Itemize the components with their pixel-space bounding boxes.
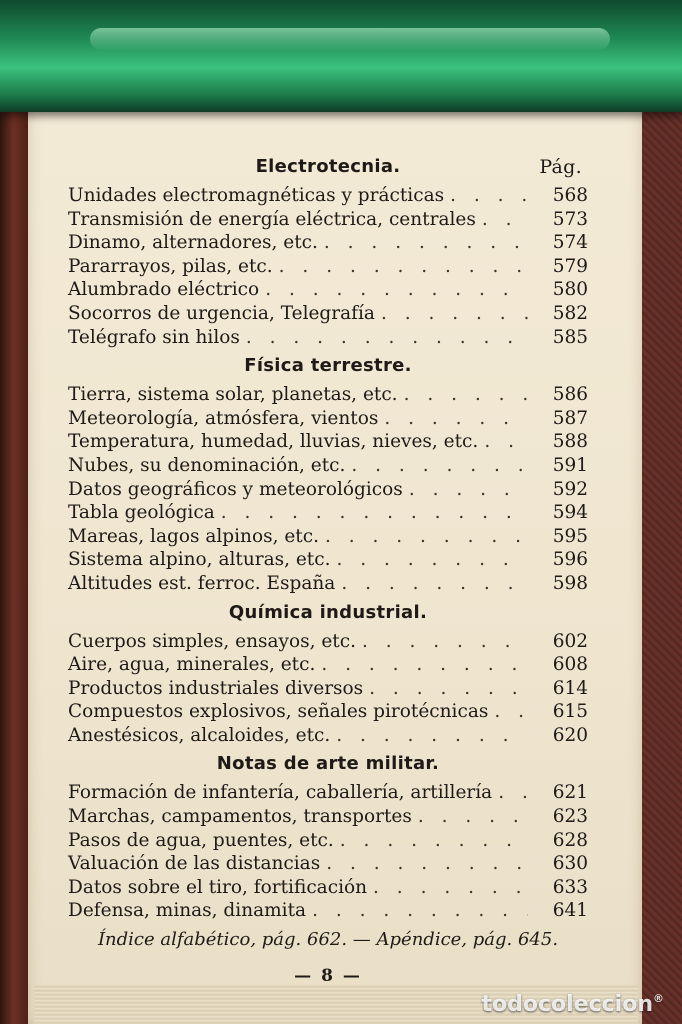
index-entry: [68, 653, 588, 677]
page-number: — 8 —: [294, 966, 362, 987]
entry-page: 615: [552, 701, 588, 723]
leader-dots: [351, 454, 528, 478]
leader-dots: [484, 430, 528, 454]
leader-dots: [325, 525, 528, 549]
index-entry: [68, 572, 588, 596]
section-heading: [68, 349, 588, 383]
index-entry: [68, 184, 588, 208]
section-heading: [68, 150, 588, 184]
entry-page: 580: [552, 279, 588, 301]
entry-page: 582: [552, 302, 588, 324]
index-entry: [68, 899, 588, 923]
index-entry: [68, 208, 588, 232]
section-title: Electrotecnia.: [255, 156, 401, 177]
index-footer: Índice alfabético, pág. 662. — Apéndice, pág. 645.: [97, 929, 559, 951]
index-entry: [68, 302, 588, 326]
index-entry: [68, 700, 588, 724]
entry-page: 602: [552, 630, 588, 652]
entry-text: Nubes, su denominación, etc.: [68, 454, 346, 476]
index-entry: [68, 630, 588, 654]
leader-dots: [381, 302, 528, 326]
entry-page: 585: [552, 326, 588, 348]
index-entry: [68, 501, 588, 525]
index-entry: [68, 255, 588, 279]
index-entry: [68, 231, 588, 255]
entry-page: 596: [552, 549, 588, 571]
entry-text: Mareas, lagos alpinos, etc.: [68, 525, 319, 547]
index-entry: [68, 478, 588, 502]
leader-dots: [246, 326, 528, 350]
entry-page: 587: [552, 407, 588, 429]
index-entry: [68, 876, 588, 900]
entry-text: Socorros de urgencia, Telegrafía: [68, 302, 375, 324]
entry-text: Marchas, campamentos, transportes: [68, 806, 412, 828]
entry-text: Compuestos explosivos, señales pirotécnicas: [68, 701, 489, 723]
leader-dots: [494, 700, 528, 724]
leader-dots: [340, 829, 528, 853]
entry-page: 586: [552, 384, 588, 406]
index-entry: [68, 829, 588, 853]
index-content: [68, 150, 588, 986]
section-title: Química industrial.: [228, 601, 428, 623]
watermark-suffix: ®: [653, 992, 664, 1005]
leader-dots: [341, 572, 528, 596]
book-cover-right: [642, 95, 682, 1024]
entry-text: Aire, agua, minerales, etc.: [68, 654, 316, 676]
leader-dots: [326, 852, 528, 876]
entry-text: Sistema alpino, alturas, etc.: [68, 549, 331, 571]
entry-text: Pasos de agua, puentes, etc.: [68, 829, 334, 851]
leader-dots: [369, 677, 528, 701]
entry-page: 614: [552, 677, 588, 699]
entry-page: 573: [552, 208, 588, 230]
entry-page: 633: [552, 876, 588, 898]
index-entry: [68, 326, 588, 350]
leader-dots: [384, 407, 528, 431]
entry-page: 630: [552, 853, 588, 875]
entry-text: Tabla geológica: [68, 502, 215, 524]
index-entry: [68, 383, 588, 407]
entry-text: Formación de infantería, caballería, artillería: [68, 782, 493, 804]
pag-label: Pág.: [539, 156, 582, 178]
index-entry: [68, 677, 588, 701]
leader-dots: [418, 805, 528, 829]
leader-dots: [312, 899, 528, 923]
entry-text: Dinamo, alternadores, etc.: [68, 232, 318, 254]
index-entry: [68, 278, 588, 302]
leader-dots: [373, 876, 528, 900]
leader-dots: [337, 548, 529, 572]
entry-page: 641: [552, 900, 588, 922]
entry-text: Altitudes est. ferroc. España: [68, 572, 336, 594]
index-entry: [68, 407, 588, 431]
index-entry: [68, 525, 588, 549]
leader-dots: [321, 653, 528, 677]
section-heading: [68, 747, 588, 781]
leader-dots: [498, 781, 528, 805]
leader-dots: [336, 724, 528, 748]
leader-dots: [404, 383, 528, 407]
entry-page: 574: [552, 232, 588, 254]
entry-page: 628: [552, 829, 588, 851]
green-clip: [0, 0, 682, 112]
leader-dots: [450, 184, 528, 208]
entry-text: Productos industriales diversos: [68, 677, 364, 699]
entry-page: 594: [552, 502, 588, 524]
entry-text: Datos sobre el tiro, fortificación: [68, 876, 368, 898]
entry-page: 621: [552, 782, 588, 804]
section-title: Notas de arte militar.: [216, 753, 440, 775]
entry-text: Meteorología, atmósfera, vientos: [68, 407, 379, 429]
entry-text: Valuación de las distancias: [68, 853, 321, 875]
leader-dots: [482, 208, 528, 232]
entry-page: 623: [552, 806, 588, 828]
index-entry: [68, 430, 588, 454]
entry-text: Defensa, minas, dinamita: [68, 900, 307, 922]
index-entry: [68, 781, 588, 805]
section-heading: [68, 596, 588, 630]
entry-text: Telégrafo sin hilos: [68, 326, 240, 348]
watermark-name: todocoleccion: [481, 992, 653, 1017]
entry-page: 598: [552, 572, 588, 594]
leader-dots: [324, 231, 528, 255]
index-entry: [68, 548, 588, 572]
clip-highlight: [90, 28, 610, 50]
entry-page: 592: [552, 478, 588, 500]
entry-page: 595: [552, 525, 588, 547]
watermark: [481, 992, 664, 1017]
entry-text: Pararrayos, pilas, etc.: [68, 255, 273, 277]
entry-text: Transmisión de energía eléctrica, centrales: [68, 208, 476, 230]
leader-dots: [362, 630, 528, 654]
entry-page: 620: [552, 724, 588, 746]
leader-dots: [279, 255, 528, 279]
leader-dots: [221, 501, 528, 525]
index-entry: [68, 724, 588, 748]
entry-text: Anestésicos, alcaloides, etc.: [68, 724, 331, 746]
section-title: Física terrestre.: [244, 355, 412, 377]
leader-dots: [265, 278, 528, 302]
entry-page: 591: [552, 454, 588, 476]
entry-text: Alumbrado eléctrico: [68, 279, 260, 301]
leader-dots: [409, 478, 528, 502]
index-entry: [68, 852, 588, 876]
book-cover-left: [0, 95, 30, 1024]
entry-page: 588: [552, 431, 588, 453]
entry-page: 568: [552, 185, 588, 206]
entry-page: 579: [552, 255, 588, 277]
entry-text: Datos geográficos y meteorológicos: [68, 478, 403, 500]
entry-text: Unidades electromagnéticas y prácticas: [68, 185, 445, 206]
entry-page: 608: [552, 654, 588, 676]
entry-text: Cuerpos simples, ensayos, etc.: [68, 630, 356, 652]
index-entry: [68, 454, 588, 478]
index-entry: [68, 805, 588, 829]
entry-text: Temperatura, humedad, lluvias, nieves, etc.: [68, 431, 479, 453]
entry-text: Tierra, sistema solar, planetas, etc.: [68, 384, 398, 406]
